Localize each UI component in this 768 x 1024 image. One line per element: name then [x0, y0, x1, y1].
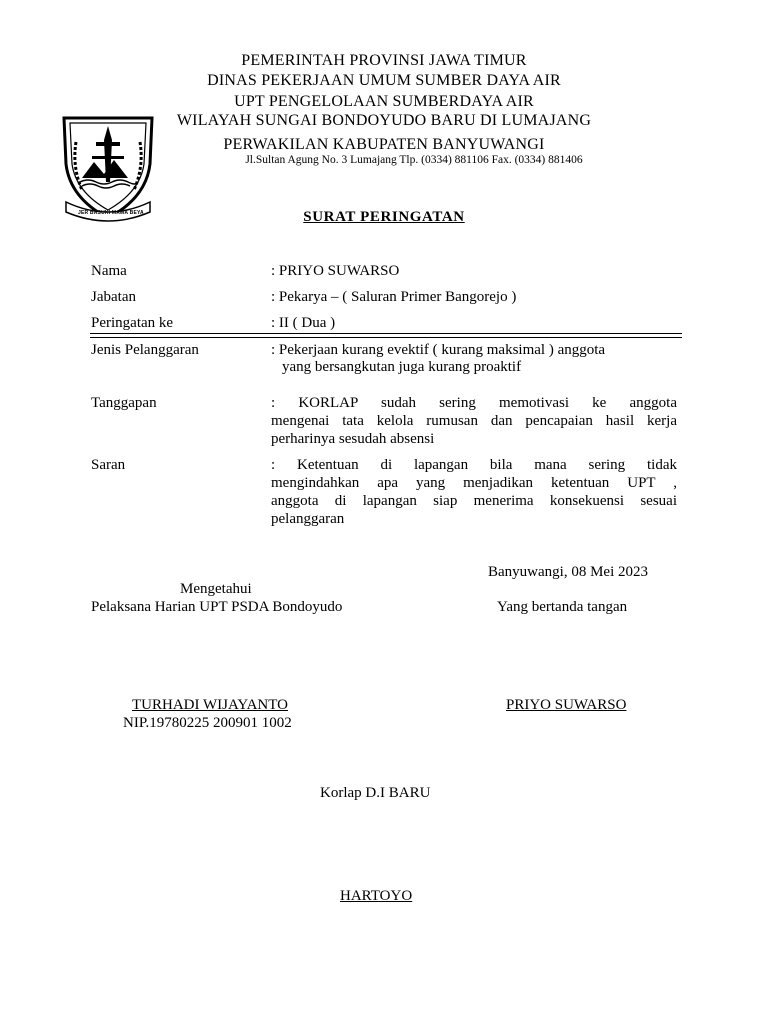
place-date: Banyuwangi, 08 Mei 2023 [488, 564, 648, 580]
left-signer-nip: NIP.19780225 200901 1002 [123, 715, 292, 731]
tanggapan-value-line-3: perharinya sesudah absensi [271, 431, 435, 447]
peringatan-value: : II ( Dua ) [271, 315, 336, 331]
saran-value-line-4: pelanggaran [271, 511, 345, 527]
bottom-signer-name: HARTOYO [340, 888, 413, 904]
tanggapan-value-line-1: : KORLAP sudah sering memotivasi ke anggota [271, 395, 677, 411]
nama-label: Nama [91, 263, 127, 279]
tanggapan-label: Tanggapan [91, 395, 157, 411]
header-line-3: UPT PENGELOLAAN SUMBERDAYA AIR [234, 93, 534, 110]
right-sign-title: Yang bertanda tangan [497, 599, 628, 615]
jenis-label: Jenis Pelanggaran [91, 342, 199, 358]
letter-title: SURAT PERINGATAN [303, 209, 465, 225]
logo-motto: JER BASUKI MAWA BEYA [78, 210, 144, 216]
header-line-5: PERWAKILAN KABUPATEN BANYUWANGI [223, 136, 545, 153]
saran-value-line-1: : Ketentuan di lapangan bila mana sering tidak [271, 457, 677, 473]
left-sign-title: Pelaksana Harian UPT PSDA Bondoyudo [91, 599, 343, 615]
right-signer-name: PRIYO SUWARSO [506, 697, 627, 713]
jabatan-value: : Pekarya – ( Saluran Primer Bangorejo ) [271, 289, 517, 305]
peringatan-label: Peringatan ke [91, 315, 174, 331]
saran-label: Saran [91, 457, 126, 473]
header-line-1: PEMERINTAH PROVINSI JAWA TIMUR [241, 52, 527, 69]
bottom-sign-title: Korlap D.I BARU [320, 785, 431, 801]
header-address: Jl.Sultan Agung No. 3 Lumajang Tlp. (0334) 881106 Fax. (0334) 881406 [245, 154, 583, 166]
jenis-value-line-2: yang bersangkutan juga kurang proaktif [282, 359, 522, 375]
saran-value-line-2: mengindahkan apa yang menjadikan ketentuan UPT , [271, 475, 677, 491]
jabatan-label: Jabatan [91, 289, 136, 305]
nama-value: : PRIYO SUWARSO [271, 263, 400, 279]
left-signer-name: TURHADI WIJAYANTO [132, 697, 288, 713]
divider-bottom [90, 337, 682, 338]
jenis-value-line-1: : Pekerjaan kurang evektif ( kurang maksimal ) anggota [271, 342, 606, 358]
tanggapan-value-line-2: mengenai tata kelola rumusan dan pencapaian hasil kerja [271, 413, 677, 429]
header-line-4: WILAYAH SUNGAI BONDOYUDO BARU DI LUMAJANG [176, 112, 592, 129]
saran-value-line-3: anggota di lapangan siap menerima konsekuensi sesuai [271, 493, 677, 509]
header-line-2: DINAS PEKERJAAN UMUM SUMBER DAYA AIR [207, 72, 561, 89]
divider-top [90, 333, 682, 334]
left-sign-heading: Mengetahui [180, 581, 252, 597]
